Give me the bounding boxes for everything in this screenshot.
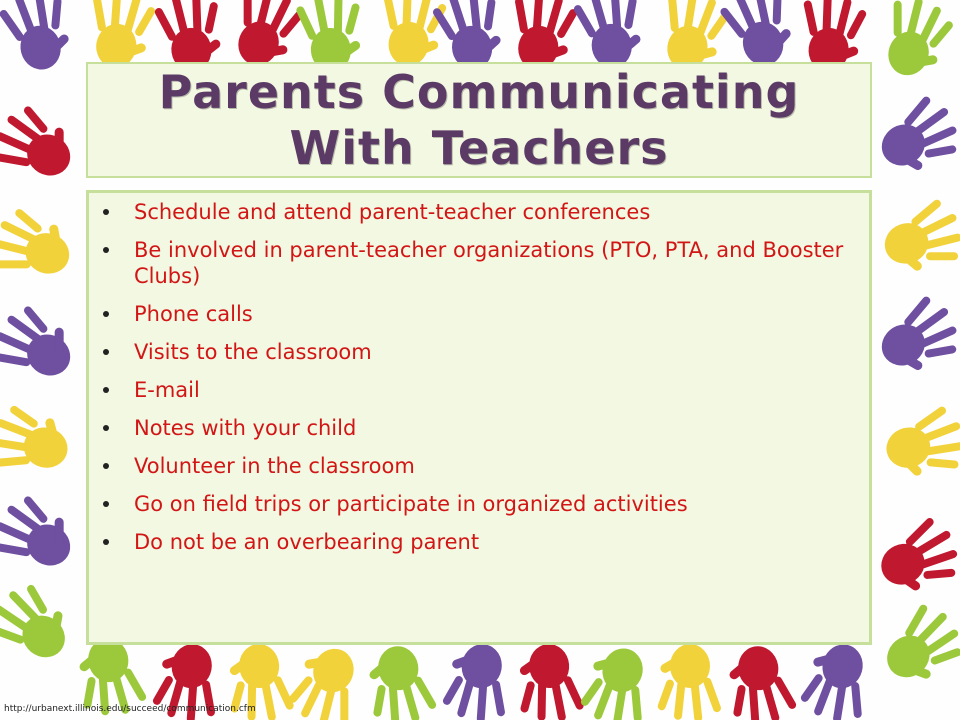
handprint-icon [0,98,84,194]
bullet-text: E-mail [134,378,200,402]
handprint-icon [0,298,84,394]
handprint-icon [722,641,800,720]
bullet-icon [103,311,109,317]
handprint-icon [0,488,84,584]
handprint-icon [514,641,586,720]
source-link[interactable]: http://urbanext.illinois.edu/succeed/communication.cfm [4,704,256,714]
bullet-icon [103,209,109,215]
bullet-icon [103,247,109,253]
bullet-text: Schedule and attend parent-teacher conferences [134,200,651,224]
bullet-icon [103,425,109,431]
handprint-icon [796,636,879,720]
list-item [100,453,860,479]
bullet-text: Be involved in parent-teacher organizations (PTO, PTA, and Booster Clubs) [134,238,844,288]
handprint-icon [0,401,76,484]
bullet-text: Volunteer in the classroom [134,454,415,478]
bullet-icon [103,539,109,545]
handprint-icon [0,0,79,77]
handprint-icon [871,596,960,696]
handprint-icon [283,639,371,720]
bullet-icon [103,501,109,507]
handprint-icon [657,644,722,720]
bullet-text: Notes with your child [134,416,357,440]
handprint-icon [0,203,79,291]
handprint-icon [875,194,960,282]
handprint-icon [362,641,440,720]
list-item [100,529,860,555]
handprint-icon [868,89,960,185]
handprint-icon [879,402,960,485]
list-item [100,415,860,441]
list-item [100,339,860,365]
list-item [100,301,860,327]
bullet-text: Do not be an overbearing parent [134,530,480,554]
handprint-icon [869,511,960,603]
list-item [100,377,860,403]
bullet-text: Phone calls [134,302,253,326]
handprint-icon [0,575,82,675]
list-item [100,237,860,289]
bullet-list [100,199,860,567]
bullet-icon [103,463,109,469]
list-item [100,199,860,225]
handprint-icon [439,639,517,720]
bullet-icon [103,349,109,355]
handprint-icon [871,0,959,85]
slide-title: Parents Communicating With Teachers [158,65,800,175]
bullet-text: Go on field trips or participate in organized activities [134,492,688,516]
bullet-icon [103,387,109,393]
handprint-icon [576,640,659,720]
list-item [100,491,860,517]
handprint-icon [868,289,960,385]
bullet-text: Visits to the classroom [134,340,372,364]
